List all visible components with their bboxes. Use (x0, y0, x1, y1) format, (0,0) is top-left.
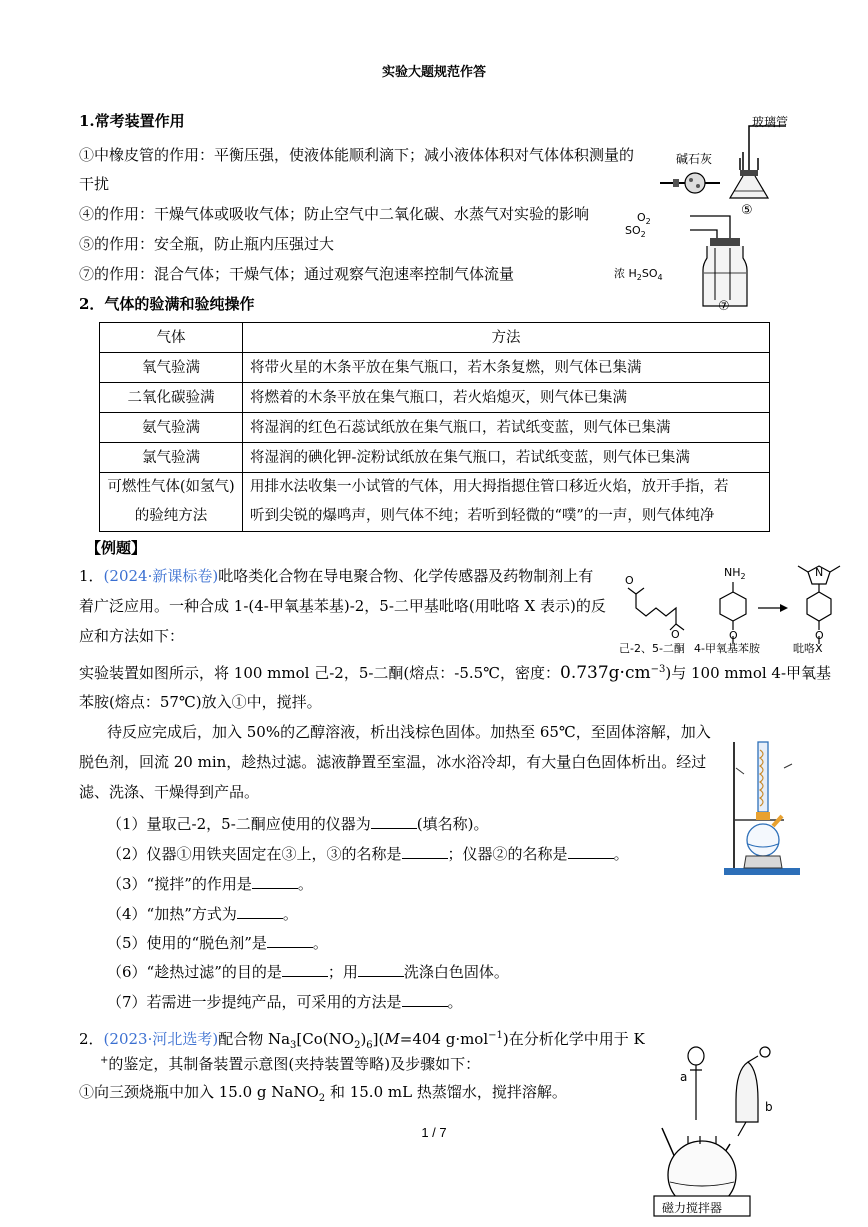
label-n: N (815, 566, 824, 579)
table-header-method: 方法 (243, 323, 770, 353)
label-num5: ⑤ (741, 203, 753, 218)
table-cell-method: 将湿润的红色石蕊试纸放在集气瓶口，若试纸变蓝，则气体已集满 (243, 413, 770, 443)
q1-sub6: （6）“趁热过滤”的目的是 ；用 洗涤白色固体。 (107, 963, 509, 981)
answer-blank[interactable] (282, 962, 328, 977)
label-o-top: O (625, 574, 634, 587)
caption-pyrrole-x: 吡咯X (793, 642, 823, 655)
label-o-methoxy: O (729, 629, 738, 642)
q1-para2-line1: 待反应完成后，加入 50%的乙醇溶液，析出浅棕色固体。加热至 65℃，至固体溶解，加入 (107, 723, 711, 741)
label-o2: $O_2$ (637, 211, 651, 227)
label-o-product: O (815, 629, 824, 642)
table-cell-gas: 二氧化碳验满 (100, 383, 243, 413)
q2-line1: 2．(2023·河北选考)配合物 $Na_3[Co(NO_2)_6](M=404$ g·mol$^{-1}$)在分析化学中用于 K (79, 1030, 645, 1051)
label-a: a (680, 1070, 688, 1084)
label-nh2: $NH_2$ (724, 566, 746, 582)
table-row (100, 413, 770, 443)
q2-step1: ①向三颈烧瓶中加入 15.0 g NaNO$_2$ 和 15.0 mL 热蒸馏水，搅拌溶解。 (79, 1083, 567, 1104)
table-row (100, 383, 770, 413)
q1-line5: 苯胺(熔点：57℃)放入①中，搅拌。 (79, 693, 322, 711)
answer-blank[interactable] (402, 992, 448, 1007)
section1-heading: 1.常考装置作用 (79, 112, 185, 130)
answer-blank[interactable] (237, 904, 283, 919)
q1-sub1: （1）量取己-2，5-二酮应使用的仪器为 (填名称)。 (107, 815, 489, 833)
q2-source: (2023·河北选考) (103, 1030, 219, 1048)
q1-sub2: （2）仪器①用铁夹固定在③上，③的名称是 ；仪器②的名称是 。 (107, 845, 629, 863)
q1-sub3: （3）“搅拌”的作用是 。 (107, 875, 313, 893)
label-num7: ⑦ (718, 299, 730, 314)
table-cell-method: 将带火星的木条平放在集气瓶口，若木条复燃，则气体已集满 (243, 353, 770, 383)
caption-hexanedione: 己-2、5-二酮 (619, 642, 685, 655)
label-so2: $SO_2$ (625, 224, 646, 240)
gas-test-table (99, 322, 770, 532)
label-b: b (765, 1100, 773, 1114)
answer-blank[interactable] (252, 874, 298, 889)
q1-sub7: （7）若需进一步提纯产品，可采用的方法是 。 (107, 993, 463, 1011)
label-soda-lime: 碱石灰 (676, 152, 713, 166)
q1-sub4: （4）“加热”方式为 。 (107, 905, 298, 923)
section1-line4: ⑦的作用：混合气体；干燥气体；通过观察气泡速率控制气体流量 (79, 265, 515, 283)
table-cell-method-line1: 用排水法收集一小试管的气体，用大拇指摁住管口移近火焰，放开手指，若 (250, 479, 729, 495)
label-o-bottom: O (671, 628, 680, 641)
q1-line3: 应和方法如下： (79, 627, 185, 645)
answer-blank[interactable] (402, 844, 448, 859)
page-number: 1 / 7 (421, 1125, 447, 1140)
section1-line1a: ①中橡皮管的作用：平衡压强，使液体能顺利滴下；减小液体体积对气体体积测量的 (79, 146, 635, 164)
table-cell-gas: 氧气验满 (100, 353, 243, 383)
label-glass-tube: 玻璃管 (752, 115, 789, 129)
q2-line2: +的鉴定，其制备装置示意图(夹持装置等略)及步骤如下： (100, 1055, 481, 1073)
q1-line4: 实验装置如图所示，将 100 mmol 己-2，5-二酮(熔点：-5.5℃，密度：$0.737g\cdot cm^{-3}$)与 100 mmol 4-甲氧基 (79, 663, 832, 683)
section1-line3: ⑤的作用：安全瓶，防止瓶内压强过大 (79, 235, 335, 253)
answer-blank[interactable] (371, 814, 417, 829)
label-magnetic-stirrer: 磁力搅拌器 (662, 1201, 723, 1215)
table-cell-gas-line1: 可燃性气体(如氢气) (107, 479, 235, 495)
table-cell-gas (100, 473, 243, 532)
table-cell-gas: 氨气验满 (100, 413, 243, 443)
table-cell-method: 将燃着的木条平放在集气瓶口，若火焰熄灭，则气体已集满 (243, 383, 770, 413)
table-cell-method: 将湿润的碘化钾-淀粉试纸放在集气瓶口，若试纸变蓝，则气体已集满 (243, 443, 770, 473)
caption-methoxyaniline: 4-甲氧基苯胺 (694, 642, 760, 655)
page-title: 实验大题规范作答 (381, 65, 486, 80)
section1-line1b: 干扰 (79, 175, 110, 193)
q1-line1: 1．(2024·新课标卷)吡咯类化合物在导电聚合物、化学传感器及药物制剂上有 (79, 567, 594, 585)
q1-sub5: （5）使用的“脱色剂”是 。 (107, 934, 328, 952)
q1-source: (2024·新课标卷) (103, 567, 219, 585)
table-row (100, 443, 770, 473)
q1-line2: 着广泛应用。一种合成 1-(4-甲氧基苯基)-2，5-二甲基吡咯(用吡咯 X 表示)的反 (79, 597, 606, 615)
answer-blank[interactable] (267, 933, 313, 948)
section1-line2: ④的作用：干燥气体或吸收气体；防止空气中二氧化碳、水蒸气对实验的影响 (79, 205, 590, 223)
table-cell-method-line2: 听到尖锐的爆鸣声，则气体不纯；若听到轻微的“噗”的一声，则气体纯净 (250, 508, 715, 524)
q1-para2-line2: 脱色剂，回流 20 min，趁热过滤。滤液静置至室温，冰水浴冷却，有大量白色固体析出。经过 (79, 753, 707, 771)
answer-blank[interactable] (358, 962, 404, 977)
table-row (100, 473, 770, 532)
table-cell-gas: 氯气验满 (100, 443, 243, 473)
section2-heading: 2．气体的验满和验纯操作 (79, 295, 255, 313)
table-cell-method (243, 473, 770, 532)
q1-para2-line3: 滤、洗涤、干燥得到产品。 (79, 783, 260, 801)
table-cell-gas-line2: 的验纯方法 (134, 508, 208, 524)
label-conc-sulfuric-acid: 浓 $H_2SO_4$ (614, 267, 663, 283)
table-row (100, 353, 770, 383)
table-header-row (100, 323, 770, 353)
table-header-gas: 气体 (100, 323, 243, 353)
answer-blank[interactable] (568, 844, 614, 859)
examples-label: 【例题】 (86, 539, 147, 557)
